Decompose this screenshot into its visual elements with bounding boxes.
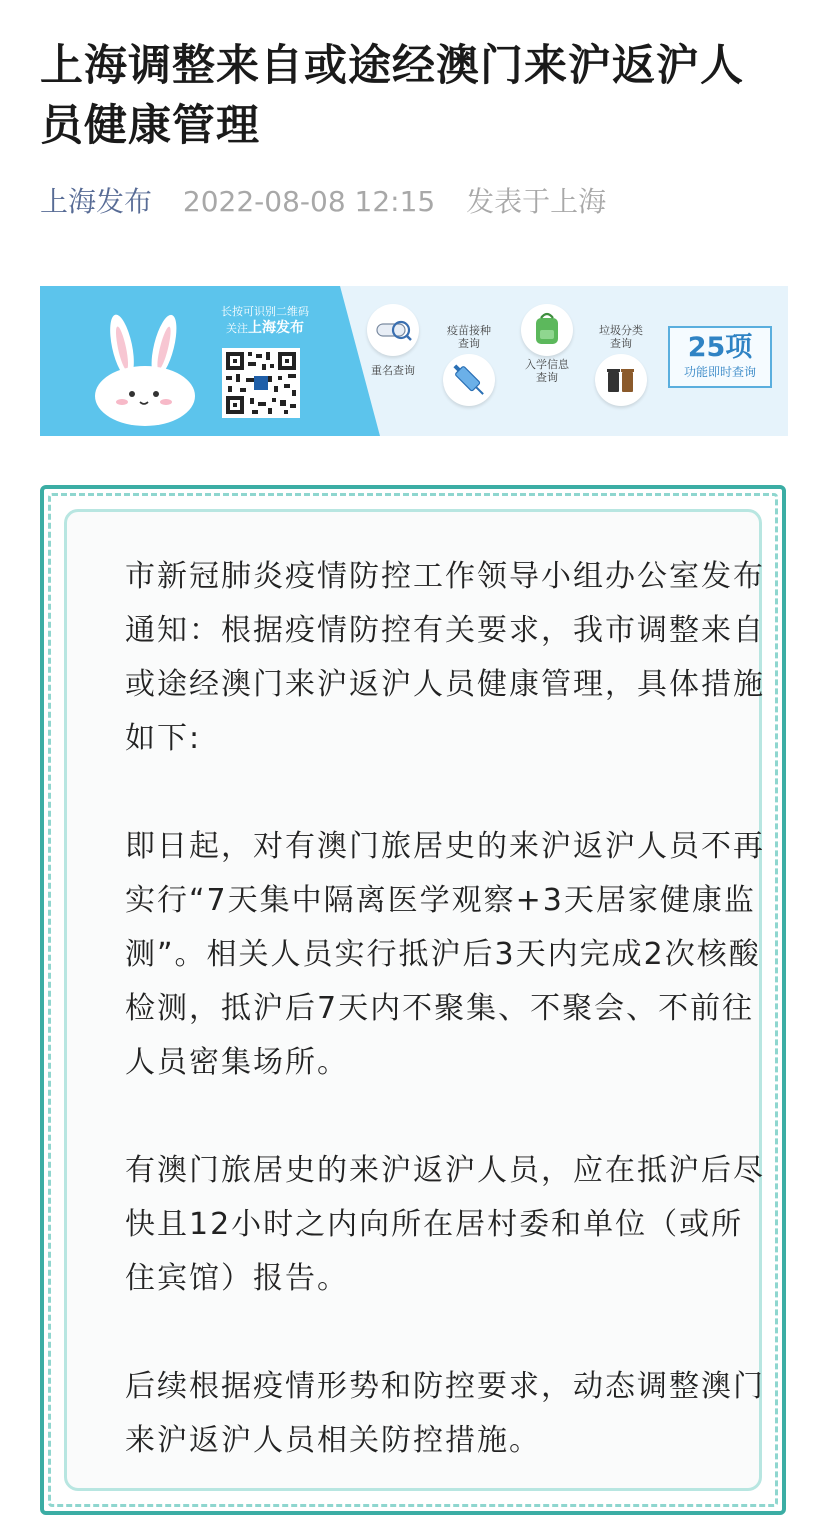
paragraph: 后续根据疫情形势和防控要求，动态调整澳门来沪返沪人员相关防控措施。	[125, 1369, 765, 1458]
function-name-search[interactable]	[360, 304, 426, 377]
publish-time: 2022-08-08 12:15	[182, 185, 436, 218]
paragraph: 即日起，对有澳门旅居史的来沪返沪人员不再实行“7天集中隔离医学观察+3天居家健康监测”。相关人员实行抵沪后3天内完成2次核酸检测，抵沪后7天内不聚集、不聚会、不前往人员密集场所。	[125, 829, 765, 1080]
function-garbage-sorting[interactable]	[590, 324, 652, 408]
function-vaccine[interactable]	[438, 324, 500, 408]
function-enrollment[interactable]	[514, 304, 580, 384]
backpack-icon	[521, 304, 573, 356]
vaccine-syringe-icon	[443, 354, 495, 406]
article-title: 上海调整来自或途经澳门来沪返沪人员健康管理	[40, 41, 744, 151]
qr-hint-line-1: 长按可识别二维码	[221, 305, 309, 318]
feature-count-caption: 功能即时查询	[683, 365, 756, 379]
qr-hint-account: 上海发布	[248, 320, 304, 336]
trash-bins-icon	[595, 354, 647, 406]
bunny-mascot-icon	[90, 314, 200, 426]
name-search-icon	[367, 304, 419, 356]
function-label: 重名查询	[371, 364, 415, 377]
article-meta	[40, 180, 606, 224]
notice-card	[40, 485, 786, 1515]
promo-banner[interactable]	[40, 286, 788, 436]
publish-location: 发表于上海	[466, 185, 607, 218]
feature-count: 25项	[687, 332, 753, 363]
function-label: 垃圾分类 查询	[599, 324, 643, 350]
function-label: 疫苗接种 查询	[447, 324, 491, 350]
qr-hint	[210, 304, 320, 337]
paragraph: 有澳门旅居史的来沪返沪人员，应在抵沪后尽快且12小时之内向所在居村委和单位（或所住宾馆）报告。	[125, 1153, 765, 1296]
notice-body	[125, 550, 765, 1468]
author-link[interactable]: 上海发布	[40, 185, 153, 218]
feature-count-badge[interactable]	[668, 326, 772, 388]
qr-code-icon[interactable]	[222, 348, 300, 418]
paragraph: 市新冠肺炎疫情防控工作领导小组办公室发布通知：根据疫情防控有关要求，我市调整来自或途经澳门来沪返沪人员健康管理，具体措施如下:	[125, 559, 765, 756]
card-inner-frame	[64, 509, 765, 1491]
qr-hint-line-2	[210, 320, 320, 337]
qr-hint-follow: 关注	[226, 322, 248, 335]
function-label: 入学信息 查询	[525, 358, 569, 384]
